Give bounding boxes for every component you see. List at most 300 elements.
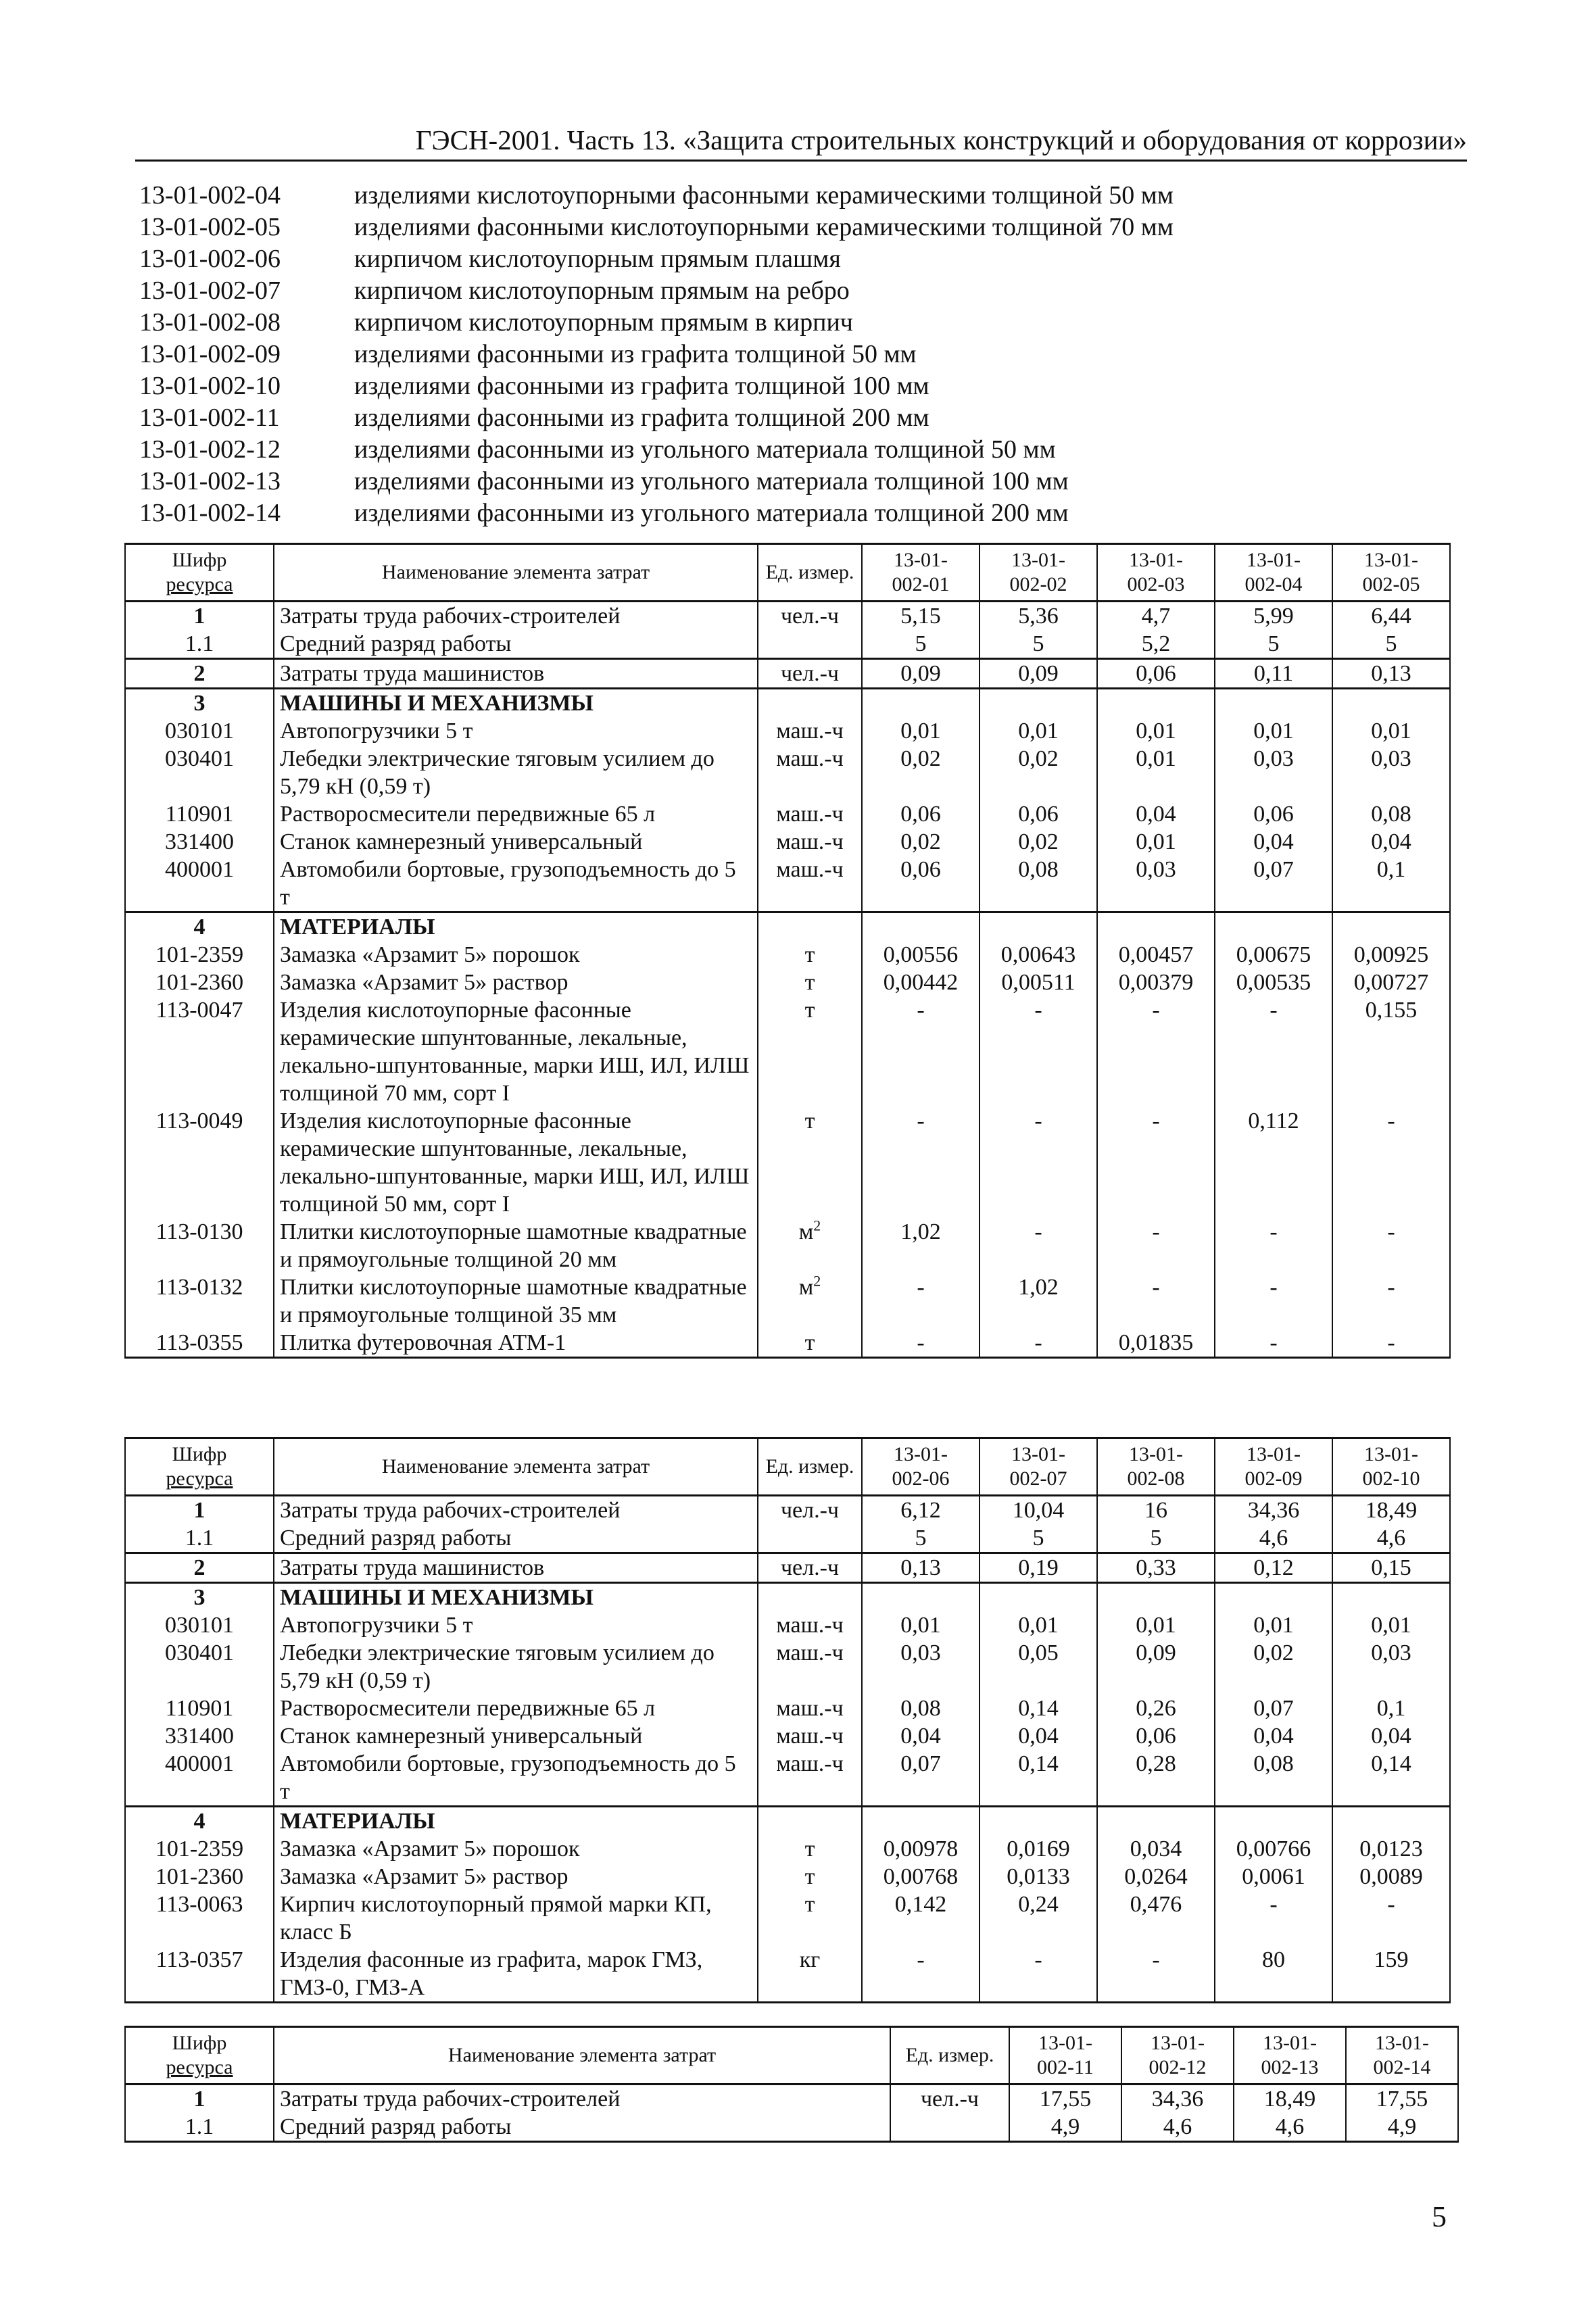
cell-resource-code: 1.1 (125, 2113, 274, 2142)
norm-code: 13-01-002-11 (139, 404, 280, 432)
header-norm-line1: 13-01- (894, 549, 948, 571)
cell-value (862, 1583, 980, 1612)
cell-element-name: Автопогрузчики 5 т (274, 1611, 758, 1639)
cell-element-name: Плитки кислотоупорные шамотные квадратные и прямоугольные толщиной 20 мм (274, 1218, 758, 1273)
cell-value: 0,01 (862, 717, 980, 745)
cell-unit-superscript: 2 (813, 1218, 821, 1234)
table-row (125, 800, 1450, 828)
cell-value: 0,1 (1332, 1695, 1450, 1722)
cell-value: - (1332, 1329, 1450, 1358)
header-norm-line1: 13-01- (1364, 549, 1418, 571)
cell-value: 0,01 (1097, 1611, 1215, 1639)
table-row (125, 659, 1450, 689)
table-header-row (125, 2027, 1458, 2085)
cell-element-name: МАТЕРИАЛЫ (274, 1807, 758, 1836)
cell-value: - (862, 1329, 980, 1358)
cell-value: 0,02 (1215, 1639, 1332, 1695)
cell-value: 0,11 (1215, 659, 1332, 689)
cell-value: 0,06 (1097, 1722, 1215, 1750)
header-resource-code (125, 1438, 274, 1496)
cell-value: 0,155 (1332, 996, 1450, 1107)
table-row (125, 1946, 1450, 2003)
cell-unit-text: маш.-ч (776, 1613, 844, 1638)
cell-unit-text: кг (799, 1947, 821, 1972)
cell-value: 0,01 (1332, 717, 1450, 745)
table-row (125, 1835, 1450, 1863)
cell-value: 0,01 (1215, 1611, 1332, 1639)
table-row (125, 1750, 1450, 1807)
cell-resource-code: 113-0047 (125, 996, 274, 1107)
cell-value: 0,00643 (980, 941, 1097, 969)
norm-code: 13-01-002-10 (139, 372, 281, 400)
cell-value (980, 689, 1097, 718)
cell-value: 0,06 (862, 800, 980, 828)
norm-code-item (139, 402, 1464, 434)
cell-unit (758, 1329, 862, 1358)
cell-value (1097, 689, 1215, 718)
cell-unit (890, 2113, 1009, 2142)
cell-value: 0,03 (862, 1639, 980, 1695)
cell-value: - (980, 1107, 1097, 1218)
cell-unit-text: м (798, 1219, 814, 1244)
table-row (125, 1273, 1450, 1329)
header-element-name: Наименование элемента затрат (274, 1438, 758, 1496)
cell-element-name: МАШИНЫ И МЕХАНИЗМЫ (274, 689, 758, 718)
header-norm-column (1332, 544, 1450, 602)
cell-resource-code: 101-2359 (125, 941, 274, 969)
norm-code: 13-01-002-04 (139, 181, 281, 210)
norm-code: 13-01-002-12 (139, 435, 281, 464)
header-norm-line2: 002-06 (892, 1467, 950, 1490)
cell-value: 0,15 (1332, 1553, 1450, 1583)
norm-description: изделиями фасонными из графита толщиной 100 мм (354, 372, 929, 400)
cell-value: 16 (1097, 1496, 1215, 1525)
table-row (125, 1524, 1450, 1553)
header-code-line1: Шифр (172, 2032, 227, 2054)
cell-element-name: Средний разряд работы (274, 630, 758, 659)
norm-code: 13-01-002-09 (139, 340, 281, 368)
cell-value: 0,04 (1215, 828, 1332, 856)
cell-resource-code: 113-0049 (125, 1107, 274, 1218)
cell-value: 0,28 (1097, 1750, 1215, 1807)
cell-value: 0,00925 (1332, 941, 1450, 969)
cell-value: - (1215, 1273, 1332, 1329)
header-norm-line1: 13-01- (1038, 2032, 1092, 2054)
cell-unit (758, 1218, 862, 1273)
cell-value (1215, 1583, 1332, 1612)
cell-value: - (1332, 1891, 1450, 1946)
cell-element-name: Автопогрузчики 5 т (274, 717, 758, 745)
cell-resource-code: 2 (125, 1553, 274, 1583)
header-norm-column (980, 1438, 1097, 1496)
cell-value: - (862, 1273, 980, 1329)
norm-code-item (139, 339, 1464, 370)
header-norm-line1: 13-01- (894, 1443, 948, 1465)
cell-value: 0,02 (862, 828, 980, 856)
cell-value: 0,00727 (1332, 969, 1450, 996)
cell-unit (758, 828, 862, 856)
cell-value: 5,99 (1215, 602, 1332, 631)
table-row (125, 1891, 1450, 1946)
cell-value: 5 (980, 1524, 1097, 1553)
resource-table-2 (124, 1437, 1451, 2003)
table-row (125, 1496, 1450, 1525)
cell-resource-code: 101-2360 (125, 969, 274, 996)
table-row (125, 630, 1450, 659)
cell-unit (758, 941, 862, 969)
cell-value: 0,0123 (1332, 1835, 1450, 1863)
cell-unit (758, 996, 862, 1107)
cell-unit (758, 800, 862, 828)
header-norm-line1: 13-01- (1011, 549, 1065, 571)
cell-value: 0,06 (1097, 659, 1215, 689)
cell-value: 0,01 (980, 1611, 1097, 1639)
cell-element-name: Лебедки электрические тяговым усилием до 5,79 кН (0,59 т) (274, 745, 758, 800)
cell-unit (758, 856, 862, 912)
cell-unit-text: т (804, 1892, 815, 1917)
header-resource-code (125, 544, 274, 602)
cell-value (1097, 912, 1215, 942)
header-norm-line1: 13-01- (1364, 1443, 1418, 1465)
cell-value: - (862, 1107, 980, 1218)
cell-unit (758, 689, 862, 718)
cell-value: - (1215, 1329, 1332, 1358)
cell-value: 0,03 (1215, 745, 1332, 800)
cell-value: 0,09 (1097, 1639, 1215, 1695)
cell-value: 0,01835 (1097, 1329, 1215, 1358)
cell-value: 0,01 (1097, 745, 1215, 800)
header-norm-column (1009, 2027, 1121, 2085)
cell-unit-text: м (798, 1275, 814, 1300)
cell-value (980, 1807, 1097, 1836)
cell-unit (758, 1524, 862, 1553)
cell-resource-code: 110901 (125, 800, 274, 828)
cell-resource-code: 113-0357 (125, 1946, 274, 2003)
header-norm-line2: 002-04 (1244, 573, 1303, 595)
table-row (125, 1863, 1450, 1891)
cell-resource-code: 400001 (125, 1750, 274, 1807)
norm-code: 13-01-002-14 (139, 499, 281, 527)
header-norm-line1: 13-01- (1011, 1443, 1065, 1465)
cell-value: - (862, 1946, 980, 2003)
cell-value: 0,00511 (980, 969, 1097, 996)
cell-value: 0,14 (980, 1695, 1097, 1722)
cell-unit-text: т (804, 1108, 815, 1134)
table-row (125, 1611, 1450, 1639)
cell-value: - (980, 1218, 1097, 1273)
header-code-line1: Шифр (172, 1443, 227, 1465)
cell-element-name: Автомобили бортовые, грузоподъемность до 5 т (274, 856, 758, 912)
cell-value: - (980, 996, 1097, 1107)
norm-code: 13-01-002-07 (139, 276, 281, 305)
table-row (125, 689, 1450, 718)
cell-unit-text: маш.-ч (776, 1640, 844, 1665)
table-row (125, 1107, 1450, 1218)
table-row (125, 1583, 1450, 1612)
cell-value: 34,36 (1121, 2085, 1234, 2114)
header-norm-column (1215, 544, 1332, 602)
cell-element-name: Изделия кислотоупорные фасонные керамические шпунтованные, лекальные, лекально-шпунтованные, марки ИШ, ИЛ, ИЛШ толщиной 70 мм, сорт I (274, 996, 758, 1107)
cell-unit-text: чел.-ч (920, 2087, 980, 2112)
cell-unit-text: т (804, 1864, 815, 1889)
cell-value: 5 (1097, 1524, 1215, 1553)
cell-resource-code: 1 (125, 1496, 274, 1525)
cell-value: 6,12 (862, 1496, 980, 1525)
cell-resource-code: 1.1 (125, 1524, 274, 1553)
cell-unit-text: т (804, 1330, 815, 1355)
cell-value: 0,1 (1332, 856, 1450, 912)
norm-code-list (139, 180, 1464, 529)
cell-value (862, 912, 980, 942)
cell-value: 0,476 (1097, 1891, 1215, 1946)
cell-value (980, 1583, 1097, 1612)
cell-resource-code: 331400 (125, 1722, 274, 1750)
norm-code: 13-01-002-13 (139, 467, 281, 495)
cell-value: - (1332, 1107, 1450, 1218)
header-norm-column (1097, 544, 1215, 602)
cell-unit-text: маш.-ч (776, 1724, 844, 1749)
cell-value: 80 (1215, 1946, 1332, 2003)
cell-value: 0,0169 (980, 1835, 1097, 1863)
cell-value (1097, 1583, 1215, 1612)
cell-value: 6,44 (1332, 602, 1450, 631)
table-row (125, 1639, 1450, 1695)
cell-unit (758, 1750, 862, 1807)
cell-resource-code: 2 (125, 659, 274, 689)
cell-value: 159 (1332, 1946, 1450, 2003)
cell-unit-text: маш.-ч (776, 718, 844, 744)
norm-description: кирпичом кислотоупорным прямым на ребро (354, 276, 850, 305)
norm-code-item (139, 275, 1464, 307)
cell-value: 18,49 (1332, 1496, 1450, 1525)
cell-value: 0,00978 (862, 1835, 980, 1863)
norm-description: изделиями фасонными кислотоупорными керамическими толщиной 70 мм (354, 213, 1174, 241)
header-unit: Ед. измер. (758, 544, 862, 602)
cell-value: - (1097, 1273, 1215, 1329)
table-row (125, 856, 1450, 912)
cell-value (862, 689, 980, 718)
cell-unit (758, 1639, 862, 1695)
cell-element-name: Изделия фасонные из графита, марок ГМЗ, ГМЗ-0, ГМЗ-А (274, 1946, 758, 2003)
table-row (125, 1329, 1450, 1358)
cell-value: - (1215, 1891, 1332, 1946)
cell-value: 0,00379 (1097, 969, 1215, 996)
cell-value: 0,07 (1215, 1695, 1332, 1722)
cell-element-name: Станок камнерезный универсальный (274, 828, 758, 856)
cell-unit-superscript: 2 (813, 1273, 821, 1290)
cell-value: 0,06 (862, 856, 980, 912)
resource-table-1 (124, 543, 1451, 1359)
cell-value: 0,00535 (1215, 969, 1332, 996)
header-norm-column (862, 1438, 980, 1496)
cell-value: 5 (1332, 630, 1450, 659)
cell-element-name: Затраты труда машинистов (274, 1553, 758, 1583)
cell-value: 4,7 (1097, 602, 1215, 631)
header-norm-line2: 002-03 (1127, 573, 1185, 595)
norm-code-item (139, 243, 1464, 275)
cell-unit-text: маш.-ч (776, 1696, 844, 1721)
cell-value: 0,09 (980, 659, 1097, 689)
norm-description: кирпичом кислотоупорным прямым плашмя (354, 245, 841, 273)
cell-resource-code: 3 (125, 689, 274, 718)
cell-value: 4,6 (1121, 2113, 1234, 2142)
cell-unit (758, 630, 862, 659)
cell-value: 5 (980, 630, 1097, 659)
cell-element-name: Замазка «Арзамит 5» раствор (274, 969, 758, 996)
cell-value (1332, 1807, 1450, 1836)
cell-unit (890, 2085, 1009, 2114)
cell-unit (758, 969, 862, 996)
cell-value: 0,00457 (1097, 941, 1215, 969)
cell-unit (758, 1496, 862, 1525)
header-norm-line2: 002-11 (1037, 2056, 1094, 2078)
cell-element-name: Затраты труда машинистов (274, 659, 758, 689)
cell-unit-text: т (804, 1836, 815, 1861)
cell-value: 0,08 (862, 1695, 980, 1722)
cell-unit (758, 745, 862, 800)
cell-value: 5,36 (980, 602, 1097, 631)
cell-value (1332, 1583, 1450, 1612)
cell-value: 18,49 (1234, 2085, 1346, 2114)
cell-value: 0,14 (980, 1750, 1097, 1807)
cell-element-name: Автомобили бортовые, грузоподъемность до 5 т (274, 1750, 758, 1807)
cell-value: 10,04 (980, 1496, 1097, 1525)
cell-value: 0,03 (1097, 856, 1215, 912)
header-unit: Ед. измер. (758, 1438, 862, 1496)
header-norm-column (862, 544, 980, 602)
cell-value: 4,9 (1009, 2113, 1121, 2142)
cell-value: 0,00766 (1215, 1835, 1332, 1863)
header-norm-column (1332, 1438, 1450, 1496)
cell-value: 0,04 (1332, 828, 1450, 856)
header-norm-column (1346, 2027, 1458, 2085)
cell-resource-code: 400001 (125, 856, 274, 912)
cell-resource-code: 101-2359 (125, 1835, 274, 1863)
cell-unit-text: маш.-ч (776, 857, 844, 882)
cell-value: 5 (862, 1524, 980, 1553)
cell-value: 0,04 (1332, 1722, 1450, 1750)
cell-element-name: МАШИНЫ И МЕХАНИЗМЫ (274, 1583, 758, 1612)
cell-unit-text: чел.-ч (780, 1498, 840, 1523)
resource-table-3 (124, 2026, 1459, 2143)
cell-element-name: Затраты труда рабочих-строителей (274, 1496, 758, 1525)
header-norm-line2: 002-05 (1362, 573, 1420, 595)
cell-value: 34,36 (1215, 1496, 1332, 1525)
cell-value: 1,02 (862, 1218, 980, 1273)
header-norm-line2: 002-13 (1261, 2056, 1319, 2078)
cell-value: - (980, 1329, 1097, 1358)
cell-value (1332, 689, 1450, 718)
cell-resource-code: 113-0132 (125, 1273, 274, 1329)
cell-element-name: Замазка «Арзамит 5» порошок (274, 1835, 758, 1863)
cell-unit (758, 1807, 862, 1836)
table-row (125, 1553, 1450, 1583)
cell-value: - (1097, 1218, 1215, 1273)
cell-resource-code: 030401 (125, 745, 274, 800)
header-norm-column (1097, 1438, 1215, 1496)
cell-unit-text: чел.-ч (780, 1555, 840, 1580)
cell-unit (758, 1553, 862, 1583)
header-norm-line2: 002-12 (1148, 2056, 1207, 2078)
cell-value: - (1097, 1946, 1215, 2003)
header-norm-line2: 002-14 (1373, 2056, 1431, 2078)
cell-value: 0,13 (1332, 659, 1450, 689)
cell-unit-text: чел.-ч (780, 661, 840, 686)
norm-description: изделиями кислотоупорными фасонными керамическими толщиной 50 мм (354, 181, 1174, 210)
cell-value: - (1097, 1107, 1215, 1218)
header-norm-line1: 13-01- (1129, 1443, 1183, 1465)
header-norm-column (1234, 2027, 1346, 2085)
cell-value (1215, 689, 1332, 718)
header-code-line2: ресурса (166, 2056, 233, 2078)
cell-value: 0,02 (862, 745, 980, 800)
cell-value: 0,12 (1215, 1553, 1332, 1583)
cell-value: 0,08 (1215, 1750, 1332, 1807)
cell-value: 0,04 (1215, 1722, 1332, 1750)
cell-unit (758, 1611, 862, 1639)
cell-value: 0,142 (862, 1891, 980, 1946)
cell-value: 0,14 (1332, 1750, 1450, 1807)
cell-value (1332, 912, 1450, 942)
norm-code: 13-01-002-08 (139, 308, 281, 337)
cell-resource-code: 331400 (125, 828, 274, 856)
cell-resource-code: 030101 (125, 1611, 274, 1639)
cell-unit (758, 1273, 862, 1329)
table-row (125, 996, 1450, 1107)
cell-value: 0,0264 (1097, 1863, 1215, 1891)
cell-value: - (1215, 996, 1332, 1107)
table-row (125, 2085, 1458, 2114)
cell-unit (758, 602, 862, 631)
table-row (125, 602, 1450, 631)
cell-value: 0,05 (980, 1639, 1097, 1695)
cell-value: 0,04 (980, 1722, 1097, 1750)
cell-element-name: Кирпич кислотоупорный прямой марки КП, класс Б (274, 1891, 758, 1946)
cell-value: - (1215, 1218, 1332, 1273)
table-row (125, 2113, 1458, 2142)
norm-code-item (139, 370, 1464, 402)
cell-element-name: Плитка футеровочная АТМ-1 (274, 1329, 758, 1358)
cell-value: 0,01 (862, 1611, 980, 1639)
header-norm-column (1215, 1438, 1332, 1496)
cell-value: 0,01 (1097, 717, 1215, 745)
cell-unit-text: т (804, 970, 815, 995)
cell-element-name: Средний разряд работы (274, 2113, 890, 2142)
cell-value: - (1332, 1273, 1450, 1329)
cell-resource-code: 4 (125, 912, 274, 942)
cell-value: 0,07 (862, 1750, 980, 1807)
cell-resource-code: 113-0130 (125, 1218, 274, 1273)
cell-value (1097, 1807, 1215, 1836)
cell-element-name: Лебедки электрические тяговым усилием до 5,79 кН (0,59 т) (274, 1639, 758, 1695)
header-code-line1: Шифр (172, 549, 227, 571)
cell-value: 5,2 (1097, 630, 1215, 659)
norm-description: изделиями фасонными из угольного материала толщиной 50 мм (354, 435, 1056, 464)
page-number: 5 (1432, 2200, 1447, 2233)
cell-element-name: Средний разряд работы (274, 1524, 758, 1553)
norm-code-item (139, 466, 1464, 497)
cell-element-name: Изделия кислотоупорные фасонные керамические шпунтованные, лекальные, лекально-шпунтованные, марки ИШ, ИЛ, ИЛШ толщиной 50 мм, сорт I (274, 1107, 758, 1218)
cell-value (1215, 912, 1332, 942)
cell-unit (758, 1583, 862, 1612)
header-norm-line2: 002-09 (1244, 1467, 1303, 1490)
cell-value: 4,6 (1215, 1524, 1332, 1553)
header-norm-line2: 002-01 (892, 573, 950, 595)
header-norm-line2: 002-08 (1127, 1467, 1185, 1490)
cell-value: 0,0133 (980, 1863, 1097, 1891)
cell-value: 0,07 (1215, 856, 1332, 912)
cell-value: 5 (1215, 630, 1332, 659)
